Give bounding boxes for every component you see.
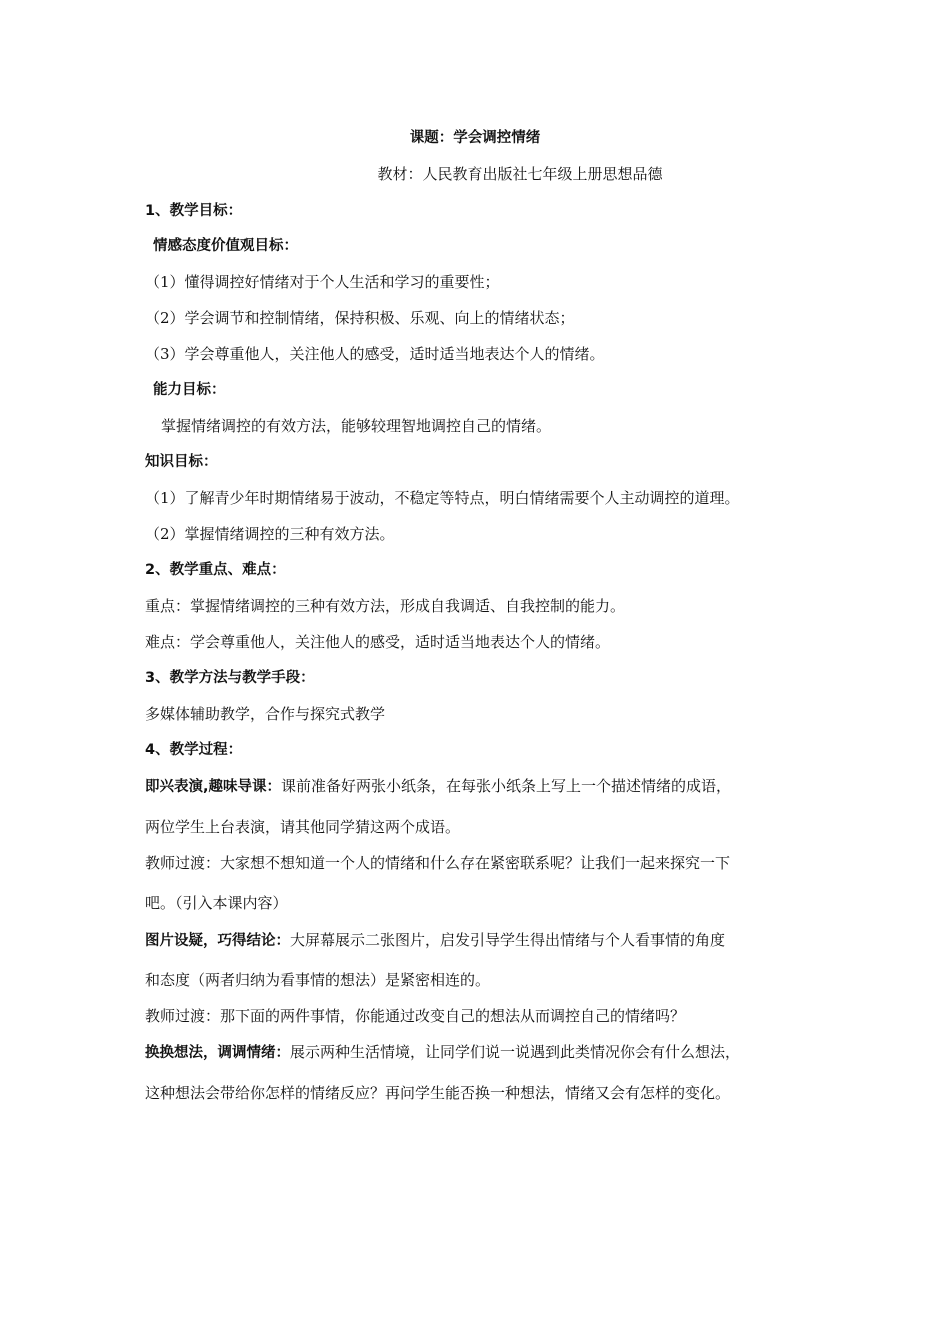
- process-paragraph-3: [145, 1042, 740, 1063]
- process-1-text: 课前准备好两张小纸条，在每张小纸条上写上一个描述情绪的成语，: [281, 777, 732, 795]
- method-text: 多媒体辅助教学，合作与探究式教学: [145, 705, 386, 723]
- process-paragraph-1: [145, 776, 731, 797]
- process-2-text: 大屏幕展示二张图片，启发引导学生得出情绪与个人看事情的角度: [290, 931, 726, 949]
- key-point-text: 重点：掌握情绪调控的三种有效方法，形成自我调适、自我控制的能力。: [145, 597, 626, 615]
- process-paragraph-3-cont: 这种想法会带给你怎样的情绪反应？再问学生能否换一种想法，情绪又会有怎样的变化。: [145, 1084, 731, 1102]
- section-4-heading: 4、教学过程：: [145, 742, 243, 758]
- teacher-transition-1: 教师过渡：大家想不想知道一个人的情绪和什么存在紧密联系呢？让我们一起来探究一下: [145, 854, 731, 872]
- difficult-point-text: 难点：学会尊重他人，关注他人的感受，适时适当地表达个人的情绪。: [145, 633, 611, 651]
- section-1-heading: 1、教学目标：: [145, 203, 243, 219]
- knowledge-goal-item-2: （2）掌握情绪调控的三种有效方法。: [145, 525, 395, 543]
- process-1-label: 即兴表演,趣味导课：: [145, 779, 282, 795]
- teacher-transition-2: 教师过渡：那下面的两件事情，你能通过改变自己的想法从而调控自己的情绪吗？: [145, 1007, 686, 1025]
- section-3-heading: 3、教学方法与教学手段：: [145, 670, 315, 686]
- knowledge-goal-item-1: （1）了解青少年时期情绪易于波动，不稳定等特点，明白情绪需要个人主动调控的道理。: [145, 489, 740, 507]
- emotion-goal-item-1: （1）懂得调控好情绪对于个人生活和学习的重要性；: [145, 273, 500, 291]
- process-paragraph-2: [145, 930, 725, 951]
- process-paragraph-1-cont: 两位学生上台表演，请其他同学猜这两个成语。: [145, 818, 461, 836]
- section-2-heading: 2、教学重点、难点：: [145, 562, 286, 578]
- emotion-goal-item-2: （2）学会调节和控制情绪，保持积极、乐观、向上的情绪状态；: [145, 309, 575, 327]
- process-paragraph-2-cont: 和态度（两者归纳为看事情的想法）是紧密相连的。: [145, 971, 491, 989]
- ability-goal-text: 掌握情绪调控的有效方法，能够较理智地调控自己的情绪。: [161, 417, 552, 435]
- process-2-label: 图片设疑，巧得结论：: [145, 933, 290, 949]
- document-subtitle: 教材：人民教育出版社七年级上册思想品德: [377, 165, 663, 183]
- process-3-text: 展示两种生活情境，让同学们说一说遇到此类情况你会有什么想法，: [290, 1043, 741, 1061]
- teacher-transition-1-cont: 吧。（引入本课内容）: [145, 894, 288, 912]
- document-title: 课题：学会调控情绪: [409, 130, 541, 146]
- process-3-label: 换换想法，调调情绪：: [145, 1045, 290, 1061]
- knowledge-goal-heading: 知识目标：: [145, 454, 218, 470]
- ability-goal-heading: 能力目标：: [153, 382, 226, 398]
- emotion-goal-item-3: （3）学会尊重他人，关注他人的感受，适时适当地表达个人的情绪。: [145, 345, 605, 363]
- emotion-goal-heading: 情感态度价值观目标：: [153, 238, 298, 254]
